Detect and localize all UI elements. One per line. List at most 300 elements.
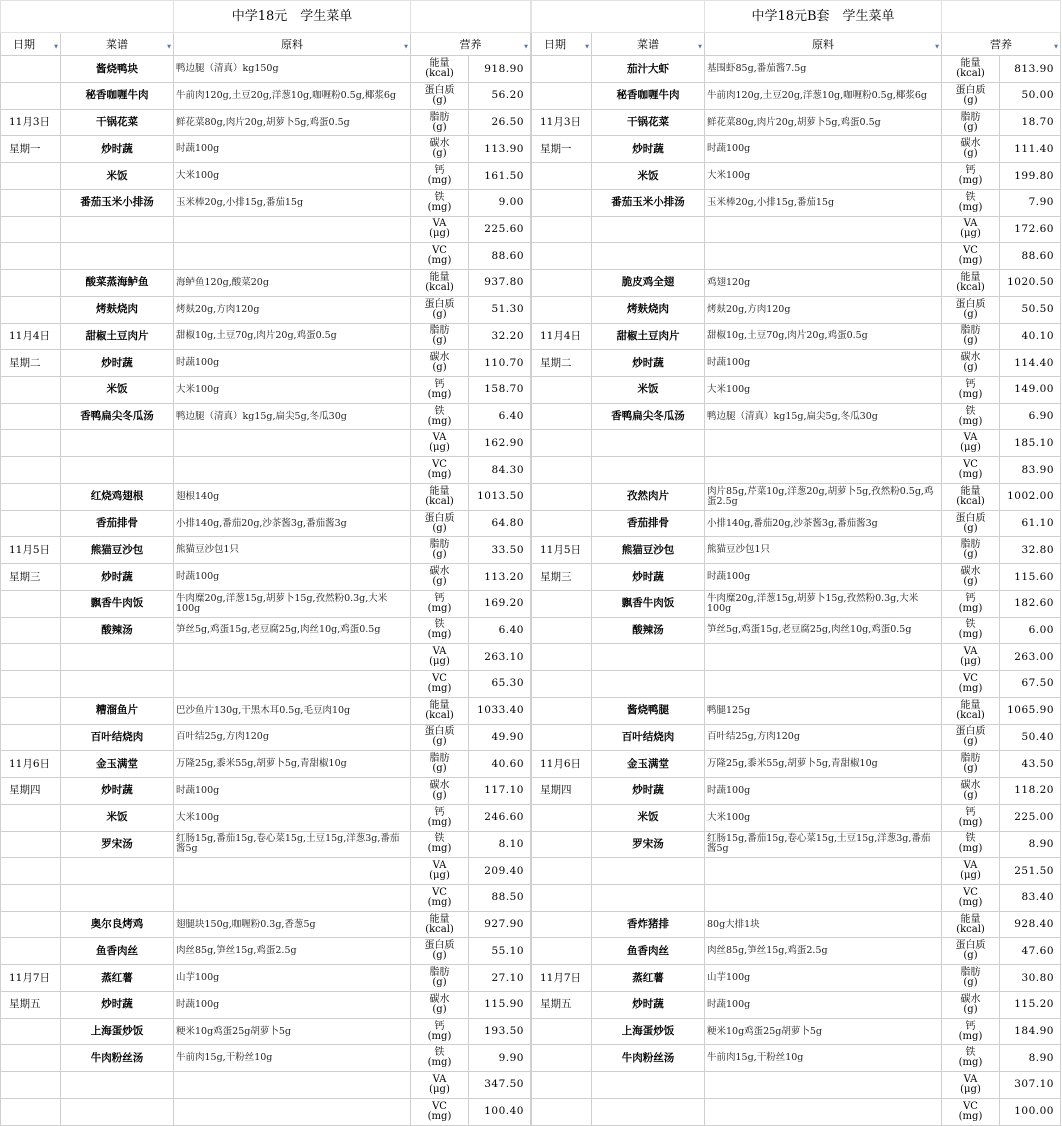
nutrient-label[interactable]: 钙 (mg) [942,804,1000,831]
empty-cell[interactable] [174,671,411,698]
nutrient-value[interactable]: 67.50 [1000,671,1061,698]
empty-cell[interactable] [1,430,61,457]
ingredients[interactable]: 甜椒10g,土豆70g,肉片20g,鸡蛋0.5g [705,323,942,350]
ingredients[interactable]: 大米100g [705,804,942,831]
weekday-cell[interactable]: 星期五 [532,991,592,1018]
ingredients[interactable]: 牛前肉15g,干粉丝10g [174,1045,411,1072]
dish-name[interactable]: 鱼香肉丝 [61,938,174,965]
dish-name[interactable]: 甜椒土豆肉片 [61,323,174,350]
dish-name[interactable]: 香茄排骨 [61,510,174,537]
nutrient-label[interactable]: VA (μg) [411,1072,469,1099]
date-cell[interactable]: 11月5日 [532,537,592,564]
nutrient-value[interactable]: 113.20 [469,564,531,591]
nutrient-value[interactable]: 1020.50 [1000,270,1061,297]
nutrient-label[interactable]: VC (mg) [942,243,1000,270]
empty-cell[interactable] [532,56,592,83]
ingredients[interactable]: 大米100g [174,377,411,404]
empty-cell[interactable] [532,377,592,404]
dish-name[interactable]: 炒时蔬 [592,991,705,1018]
dish-name[interactable]: 飘香牛肉饭 [592,590,705,617]
ingredients[interactable]: 大米100g [705,163,942,190]
empty-cell[interactable] [1,1018,61,1045]
nutrient-value[interactable]: 111.40 [1000,136,1061,163]
ingredients[interactable]: 鸭边腿（清真）kg150g [174,56,411,83]
ingredients[interactable]: 百叶结25g,方肉120g [174,724,411,751]
empty-cell[interactable] [61,1098,174,1125]
nutrient-value[interactable]: 927.90 [469,911,531,938]
header-ingredients[interactable] [705,32,942,55]
date-cell[interactable]: 11月7日 [532,965,592,992]
ingredients[interactable]: 时蔬100g [705,778,942,805]
nutrient-label[interactable]: 蛋白质 (g) [942,510,1000,537]
empty-cell[interactable] [705,457,942,484]
nutrient-value[interactable]: 225.60 [469,216,531,243]
ingredients[interactable]: 时蔬100g [174,991,411,1018]
filter-dropdown-icon[interactable]: ▼ [404,44,408,51]
ingredients[interactable]: 万隆25g,黍米55g,胡萝卜5g,青甜椒10g [174,751,411,778]
weekday-cell[interactable]: 星期一 [532,136,592,163]
nutrient-value[interactable]: 50.50 [1000,296,1061,323]
dish-name[interactable]: 蒸红薯 [592,965,705,992]
dish-name[interactable]: 酱烧鸭块 [61,56,174,83]
weekday-cell[interactable]: 星期二 [532,350,592,377]
empty-cell[interactable] [532,510,592,537]
empty-cell[interactable] [1,377,61,404]
header-date[interactable] [532,32,592,55]
empty-cell[interactable] [532,858,592,885]
empty-cell[interactable] [592,243,705,270]
nutrient-label[interactable]: 碳水 (g) [942,564,1000,591]
nutrient-label[interactable]: VA (μg) [411,644,469,671]
nutrient-label[interactable]: 脂肪 (g) [942,965,1000,992]
empty-cell[interactable] [1,724,61,751]
empty-cell[interactable] [174,243,411,270]
nutrient-value[interactable]: 32.80 [1000,537,1061,564]
empty-cell[interactable] [1,216,61,243]
ingredients[interactable]: 时蔬100g [174,564,411,591]
empty-cell[interactable] [532,189,592,216]
dish-name[interactable]: 酸菜蒸海鲈鱼 [61,270,174,297]
nutrient-value[interactable]: 51.30 [469,296,531,323]
dish-name[interactable]: 红烧鸡翅根 [61,483,174,510]
nutrient-value[interactable]: 55.10 [469,938,531,965]
nutrient-label[interactable]: 脂肪 (g) [942,751,1000,778]
nutrient-label[interactable]: 铁 (mg) [942,189,1000,216]
ingredients[interactable]: 牛前肉120g,土豆20g,洋葱10g,咖喱粉0.5g,椰浆6g [705,82,942,109]
filter-dropdown-icon[interactable]: ▼ [54,44,58,51]
nutrient-label[interactable]: 碳水 (g) [411,778,469,805]
nutrient-label[interactable]: VC (mg) [942,884,1000,911]
empty-cell[interactable] [592,430,705,457]
nutrient-label[interactable]: VA (μg) [942,216,1000,243]
empty-cell[interactable] [174,430,411,457]
empty-cell[interactable] [174,884,411,911]
ingredients[interactable]: 笋丝5g,鸡蛋15g,老豆腐25g,肉丝10g,鸡蛋0.5g [705,617,942,644]
empty-cell[interactable] [1,457,61,484]
date-cell[interactable]: 11月3日 [1,109,61,136]
ingredients[interactable]: 山芋100g [705,965,942,992]
nutrient-value[interactable]: 172.60 [1000,216,1061,243]
nutrient-label[interactable]: 蛋白质 (g) [942,724,1000,751]
dish-name[interactable]: 奥尔良烤鸡 [61,911,174,938]
ingredients[interactable]: 鲜花菜80g,肉片20g,胡萝卜5g,鸡蛋0.5g [174,109,411,136]
nutrient-value[interactable]: 1013.50 [469,483,531,510]
dish-name[interactable]: 熊猫豆沙包 [61,537,174,564]
empty-cell[interactable] [1,403,61,430]
nutrient-value[interactable]: 113.90 [469,136,531,163]
ingredients[interactable]: 粳米10g鸡蛋25g胡萝卜5g [174,1018,411,1045]
dish-name[interactable]: 干锅花菜 [61,109,174,136]
nutrient-label[interactable]: 脂肪 (g) [411,109,469,136]
empty-cell[interactable] [61,457,174,484]
empty-cell[interactable] [532,243,592,270]
empty-cell[interactable] [705,644,942,671]
weekday-cell[interactable]: 星期三 [532,564,592,591]
nutrient-label[interactable]: 蛋白质 (g) [942,82,1000,109]
nutrient-value[interactable]: 61.10 [1000,510,1061,537]
nutrient-value[interactable]: 185.10 [1000,430,1061,457]
header-dish[interactable] [592,32,705,55]
dish-name[interactable]: 甜椒土豆肉片 [592,323,705,350]
nutrient-value[interactable]: 6.00 [1000,617,1061,644]
nutrient-label[interactable]: 蛋白质 (g) [411,82,469,109]
empty-cell[interactable] [61,884,174,911]
empty-cell[interactable] [705,216,942,243]
nutrient-value[interactable]: 64.80 [469,510,531,537]
nutrient-label[interactable]: 蛋白质 (g) [411,296,469,323]
filter-dropdown-icon[interactable]: ▼ [167,44,171,51]
nutrient-value[interactable]: 40.10 [1000,323,1061,350]
weekday-cell[interactable]: 星期一 [1,136,61,163]
dish-name[interactable]: 香炸猪排 [592,911,705,938]
empty-cell[interactable] [532,911,592,938]
empty-cell[interactable] [532,804,592,831]
ingredients[interactable]: 笋丝5g,鸡蛋15g,老豆腐25g,肉丝10g,鸡蛋0.5g [174,617,411,644]
empty-cell[interactable] [174,858,411,885]
nutrient-value[interactable]: 118.20 [1000,778,1061,805]
nutrient-label[interactable]: VA (μg) [942,430,1000,457]
nutrient-label[interactable]: VC (mg) [411,243,469,270]
nutrient-value[interactable]: 100.00 [1000,1098,1061,1125]
empty-cell[interactable] [532,831,592,858]
ingredients[interactable]: 时蔬100g [174,136,411,163]
empty-cell[interactable] [174,457,411,484]
nutrient-label[interactable]: 钙 (mg) [411,377,469,404]
dish-name[interactable]: 鱼香肉丝 [592,938,705,965]
nutrient-label[interactable]: 钙 (mg) [411,804,469,831]
nutrient-value[interactable]: 84.30 [469,457,531,484]
empty-cell[interactable] [174,1098,411,1125]
ingredients[interactable]: 海鲈鱼120g,酸菜20g [174,270,411,297]
dish-name[interactable]: 酸辣汤 [61,617,174,644]
nutrient-value[interactable]: 937.80 [469,270,531,297]
empty-cell[interactable] [705,858,942,885]
nutrient-label[interactable]: 钙 (mg) [411,590,469,617]
ingredients[interactable]: 粳米10g鸡蛋25g胡萝卜5g [705,1018,942,1045]
nutrient-value[interactable]: 158.70 [469,377,531,404]
empty-cell[interactable] [61,858,174,885]
empty-cell[interactable] [1,1072,61,1099]
empty-cell[interactable] [592,858,705,885]
nutrient-value[interactable]: 100.40 [469,1098,531,1125]
empty-cell[interactable] [532,1072,592,1099]
ingredients[interactable]: 鸡翅120g [705,270,942,297]
empty-cell[interactable] [532,617,592,644]
empty-cell[interactable] [705,430,942,457]
nutrient-value[interactable]: 813.90 [1000,56,1061,83]
date-cell[interactable]: 11月3日 [532,109,592,136]
empty-cell[interactable] [592,644,705,671]
nutrient-value[interactable]: 40.60 [469,751,531,778]
nutrient-value[interactable]: 7.90 [1000,189,1061,216]
dish-name[interactable]: 罗宋汤 [61,831,174,858]
nutrient-label[interactable]: 铁 (mg) [411,1045,469,1072]
ingredients[interactable]: 鸭边腿（清真）kg15g,扁尖5g,冬瓜30g [174,403,411,430]
dish-name[interactable]: 炒时蔬 [61,350,174,377]
nutrient-value[interactable]: 88.60 [469,243,531,270]
nutrient-label[interactable]: 钙 (mg) [411,163,469,190]
nutrient-label[interactable]: 铁 (mg) [411,831,469,858]
empty-cell[interactable] [61,430,174,457]
empty-cell[interactable] [1,831,61,858]
nutrient-label[interactable]: 能量 (kcal) [411,483,469,510]
empty-cell[interactable] [174,1072,411,1099]
empty-cell[interactable] [532,270,592,297]
filter-dropdown-icon[interactable]: ▼ [524,44,528,51]
empty-cell[interactable] [1,1045,61,1072]
empty-cell[interactable] [61,1072,174,1099]
nutrient-label[interactable]: 碳水 (g) [411,136,469,163]
ingredients[interactable]: 时蔬100g [705,991,942,1018]
nutrient-value[interactable]: 263.10 [469,644,531,671]
empty-cell[interactable] [1,56,61,83]
nutrient-label[interactable]: 能量 (kcal) [942,911,1000,938]
dish-name[interactable]: 香鸭扁尖冬瓜汤 [592,403,705,430]
dish-name[interactable]: 上海蛋炒饭 [592,1018,705,1045]
nutrient-label[interactable]: 铁 (mg) [411,617,469,644]
dish-name[interactable]: 炒时蔬 [61,991,174,1018]
nutrient-value[interactable]: 184.90 [1000,1018,1061,1045]
ingredients[interactable]: 肉丝85g,笋丝15g,鸡蛋2.5g [174,938,411,965]
dish-name[interactable]: 百叶结烧肉 [592,724,705,751]
dish-name[interactable]: 干锅花菜 [592,109,705,136]
empty-cell[interactable] [705,243,942,270]
ingredients[interactable]: 翅根140g [174,483,411,510]
empty-cell[interactable] [592,884,705,911]
empty-cell[interactable] [705,884,942,911]
ingredients[interactable]: 肉丝85g,笋丝15g,鸡蛋2.5g [705,938,942,965]
ingredients[interactable]: 时蔬100g [705,136,942,163]
header-dish[interactable] [61,32,174,55]
nutrient-value[interactable]: 32.20 [469,323,531,350]
ingredients[interactable]: 肉片85g,芹菜10g,洋葱20g,胡萝卜5g,孜然粉0.5g,鸡蛋2.5g [705,483,942,510]
nutrient-label[interactable]: 铁 (mg) [942,617,1000,644]
ingredients[interactable]: 熊猫豆沙包1只 [705,537,942,564]
empty-cell[interactable] [1,1098,61,1125]
ingredients[interactable]: 玉米棒20g,小排15g,番茄15g [705,189,942,216]
dish-name[interactable]: 孜然肉片 [592,483,705,510]
empty-cell[interactable] [61,216,174,243]
empty-cell[interactable] [1,296,61,323]
dish-name[interactable]: 烤麸烧肉 [61,296,174,323]
empty-cell[interactable] [1,858,61,885]
nutrient-value[interactable]: 246.60 [469,804,531,831]
nutrient-label[interactable]: 脂肪 (g) [942,537,1000,564]
ingredients[interactable]: 烤麸20g,方肉120g [174,296,411,323]
nutrient-label[interactable]: 钙 (mg) [942,377,1000,404]
dish-name[interactable]: 糟溜鱼片 [61,697,174,724]
nutrient-value[interactable]: 83.90 [1000,457,1061,484]
dish-name[interactable]: 金玉满堂 [592,751,705,778]
nutrient-value[interactable]: 6.40 [469,403,531,430]
dish-name[interactable]: 米饭 [592,804,705,831]
weekday-cell[interactable]: 星期四 [1,778,61,805]
dish-name[interactable]: 飘香牛肉饭 [61,590,174,617]
empty-cell[interactable] [1,697,61,724]
nutrient-value[interactable]: 43.50 [1000,751,1061,778]
empty-cell[interactable] [1,884,61,911]
nutrient-value[interactable]: 110.70 [469,350,531,377]
nutrient-value[interactable]: 115.60 [1000,564,1061,591]
empty-cell[interactable] [532,884,592,911]
nutrient-label[interactable]: 脂肪 (g) [942,323,1000,350]
dish-name[interactable]: 番茄玉米小排汤 [592,189,705,216]
date-cell[interactable]: 11月4日 [532,323,592,350]
nutrient-label[interactable]: VA (μg) [942,858,1000,885]
empty-cell[interactable] [1,243,61,270]
nutrient-label[interactable]: 脂肪 (g) [411,965,469,992]
ingredients[interactable]: 大米100g [174,804,411,831]
nutrient-label[interactable]: 蛋白质 (g) [411,510,469,537]
dish-name[interactable]: 牛肉粉丝汤 [61,1045,174,1072]
nutrient-label[interactable]: 蛋白质 (g) [411,724,469,751]
nutrient-value[interactable]: 1033.40 [469,697,531,724]
empty-cell[interactable] [1,644,61,671]
empty-cell[interactable] [1,671,61,698]
nutrient-label[interactable]: VC (mg) [411,671,469,698]
nutrient-label[interactable]: VA (μg) [411,430,469,457]
empty-cell[interactable] [1,911,61,938]
empty-cell[interactable] [1,590,61,617]
empty-cell[interactable] [705,1072,942,1099]
nutrient-label[interactable]: VC (mg) [942,1098,1000,1125]
empty-cell[interactable] [592,1072,705,1099]
nutrient-label[interactable]: 铁 (mg) [411,189,469,216]
empty-cell[interactable] [174,644,411,671]
dish-name[interactable]: 牛肉粉丝汤 [592,1045,705,1072]
dish-name[interactable]: 米饭 [592,377,705,404]
ingredients[interactable]: 红肠15g,番茄15g,卷心菜15g,土豆15g,洋葱3g,番茄酱5g [705,831,942,858]
nutrient-label[interactable]: 能量 (kcal) [411,270,469,297]
dish-name[interactable]: 炒时蔬 [61,778,174,805]
dish-name[interactable]: 炒时蔬 [592,564,705,591]
header-nutrition[interactable] [411,32,531,55]
nutrient-value[interactable]: 50.40 [1000,724,1061,751]
date-cell[interactable]: 11月6日 [1,751,61,778]
empty-cell[interactable] [592,671,705,698]
empty-cell[interactable] [1,804,61,831]
dish-name[interactable]: 上海蛋炒饭 [61,1018,174,1045]
dish-name[interactable]: 酸辣汤 [592,617,705,644]
nutrient-label[interactable]: 钙 (mg) [411,1018,469,1045]
nutrient-value[interactable]: 347.50 [469,1072,531,1099]
nutrient-value[interactable]: 263.00 [1000,644,1061,671]
nutrient-label[interactable]: VA (μg) [411,216,469,243]
nutrient-label[interactable]: 碳水 (g) [942,350,1000,377]
nutrient-value[interactable]: 161.50 [469,163,531,190]
nutrient-label[interactable]: VA (μg) [942,644,1000,671]
nutrient-label[interactable]: 碳水 (g) [411,991,469,1018]
ingredients[interactable]: 巴沙鱼片130g,干黑木耳0.5g,毛豆肉10g [174,697,411,724]
nutrient-value[interactable]: 8.90 [1000,831,1061,858]
dish-name[interactable]: 茄汁大虾 [592,56,705,83]
empty-cell[interactable] [532,590,592,617]
ingredients[interactable]: 甜椒10g,土豆70g,肉片20g,鸡蛋0.5g [174,323,411,350]
empty-cell[interactable] [532,671,592,698]
weekday-cell[interactable]: 星期三 [1,564,61,591]
nutrient-label[interactable]: 能量 (kcal) [942,483,1000,510]
empty-cell[interactable] [592,216,705,243]
nutrient-label[interactable]: 钙 (mg) [942,163,1000,190]
ingredients[interactable]: 时蔬100g [174,350,411,377]
ingredients[interactable]: 玉米棒20g,小排15g,番茄15g [174,189,411,216]
nutrient-value[interactable]: 307.10 [1000,1072,1061,1099]
nutrient-label[interactable]: 钙 (mg) [942,590,1000,617]
nutrient-label[interactable]: 碳水 (g) [942,778,1000,805]
dish-name[interactable]: 炒时蔬 [61,136,174,163]
nutrient-label[interactable]: VC (mg) [942,671,1000,698]
empty-cell[interactable] [1,938,61,965]
nutrient-label[interactable]: 碳水 (g) [942,136,1000,163]
empty-cell[interactable] [532,1045,592,1072]
nutrient-value[interactable]: 114.40 [1000,350,1061,377]
nutrient-label[interactable]: 脂肪 (g) [411,537,469,564]
nutrient-value[interactable]: 209.40 [469,858,531,885]
nutrient-value[interactable]: 9.90 [469,1045,531,1072]
empty-cell[interactable] [532,296,592,323]
ingredients[interactable]: 烤麸20g,方肉120g [705,296,942,323]
header-ingredients[interactable] [174,32,411,55]
nutrient-value[interactable]: 8.10 [469,831,531,858]
nutrient-value[interactable]: 18.70 [1000,109,1061,136]
dish-name[interactable]: 香茄排骨 [592,510,705,537]
dish-name[interactable]: 炒时蔬 [592,778,705,805]
nutrient-value[interactable]: 50.00 [1000,82,1061,109]
dish-name[interactable]: 米饭 [61,163,174,190]
ingredients[interactable]: 熊猫豆沙包1只 [174,537,411,564]
filter-dropdown-icon[interactable]: ▼ [1054,44,1058,51]
dish-name[interactable]: 秘香咖喱牛肉 [592,82,705,109]
empty-cell[interactable] [532,216,592,243]
empty-cell[interactable] [61,671,174,698]
ingredients[interactable]: 时蔬100g [705,564,942,591]
date-cell[interactable]: 11月7日 [1,965,61,992]
empty-cell[interactable] [174,216,411,243]
nutrient-value[interactable]: 83.40 [1000,884,1061,911]
empty-cell[interactable] [1,189,61,216]
ingredients[interactable]: 翅腿块150g,咖喱粉0.3g,香葱5g [174,911,411,938]
date-cell[interactable]: 11月5日 [1,537,61,564]
ingredients[interactable]: 红肠15g,番茄15g,卷心菜15g,土豆15g,洋葱3g,番茄酱5g [174,831,411,858]
nutrient-value[interactable]: 199.80 [1000,163,1061,190]
ingredients[interactable]: 万隆25g,黍米55g,胡萝卜5g,青甜椒10g [705,751,942,778]
nutrient-label[interactable]: 能量 (kcal) [411,56,469,83]
empty-cell[interactable] [532,457,592,484]
nutrient-value[interactable]: 33.50 [469,537,531,564]
empty-cell[interactable] [705,671,942,698]
nutrient-label[interactable]: 蛋白质 (g) [942,938,1000,965]
nutrient-value[interactable]: 26.50 [469,109,531,136]
